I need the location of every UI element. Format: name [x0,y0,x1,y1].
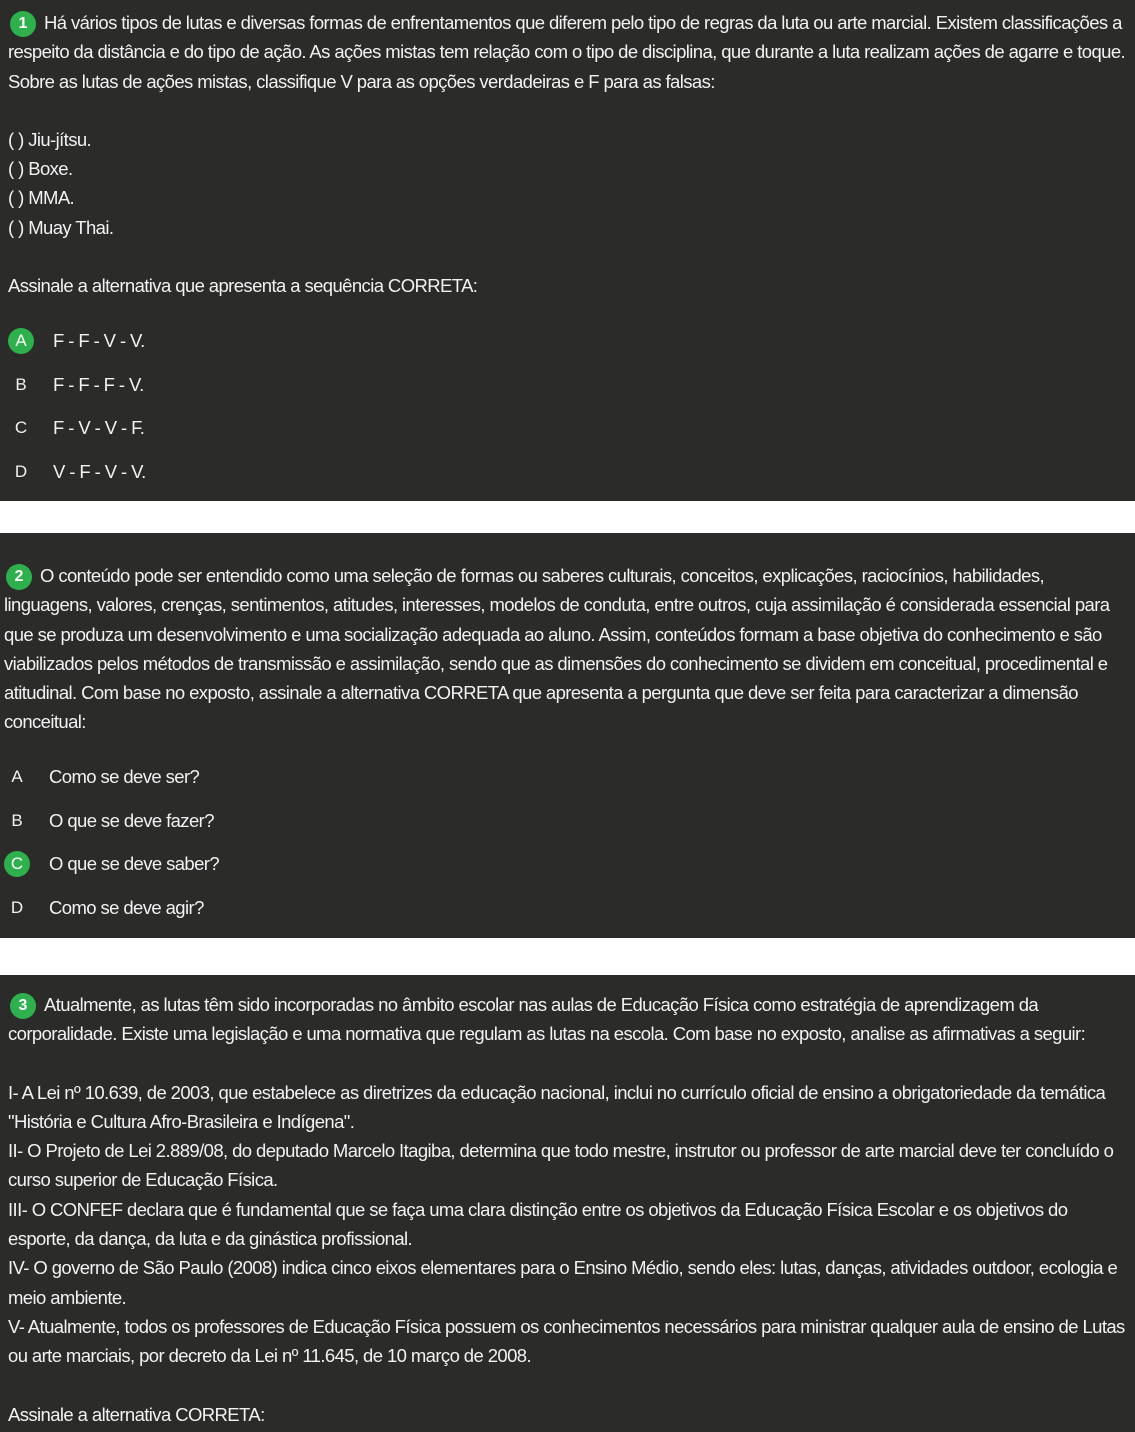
option-text: Como se deve ser? [49,766,200,787]
option-text: F - V - V - F. [53,417,145,438]
option-letter: D [10,898,24,917]
option-text: F - F - V - V. [53,330,145,351]
question-prompt: Assinale a alternativa CORRETA: [8,1403,265,1425]
true-false-item: ( ) Boxe. [8,158,73,180]
question-body [8,8,1127,300]
option-text: F - F - F - V. [53,374,144,395]
option-letter: A [11,767,23,786]
option-letter-badge: C [4,851,30,877]
statement-item: IV- O governo de São Paulo (2008) indica cinco eixos elementares para o Ensino Médio, sendo eles: lutas, danças, atividades outdoor, ecologia e meio ambiente. [8,1257,1118,1308]
question-body [4,561,1127,737]
statement-item: II- O Projeto de Lei 2.889/08, do deputado Marcelo Itagiba, determina que todo mestre, instrutor ou professor de arte marcial deve ter concluído o curso superior de Educação Física. [8,1140,1114,1191]
question-body [8,990,1127,1429]
question-prompt: Assinale a alternativa que apresenta a sequência CORRETA: [8,275,478,297]
statement-item: V- Atualmente, todos os professores de Educação Física possuem os conhecimentos necessários para ministrar qualquer aula de ensino de Lutas ou arte marciais, por decreto da Lei nº 11.645, de 10 março de 2008. [8,1315,1125,1367]
question-number-badge: 1 [10,11,36,37]
question-card-3 [0,975,1135,1432]
question-statement: O conteúdo pode ser entendido como uma seleção de formas ou saberes culturais, conceitos, explicações, raciocínios, habilidades, linguagens, valores, crenças, sentimentos, atitudes, interesses, modelos de conduta, entre outros, cuja assimilação é considerada essencial para que se produza um desenvolvimento e uma socialização adequada ao aluno. Assim, conteúdos formam a base objetiva do conhecimento e são viabilizados pelos métodos de transmissão e assimilação, sendo que as dimensões do conhecimento se dividem em conceitual, procedimental e atitudinal. Com base no exposto, assinale a alternativa CORRETA que apresenta a pergunta que deve ser feita para caracterizar a dimensão conceitual: [4,565,1110,733]
true-false-item: ( ) Jiu-jítsu. [8,128,92,150]
question-statement: Atualmente, as lutas têm sido incorporadas no âmbito escolar nas aulas de Educação Física como estratégia de aprendizagem da corporalidade. Existe uma legislação e uma normativa que regulam as lutas na escola. Com base no exposto, analise as afirmativas a seguir: [8,994,1086,1045]
statement-item: I- A Lei nº 10.639, de 2003, que estabelece as diretrizes da educação nacional, inclui no currículo oficial de ensino a obrigatoriedade da temática "História e Cultura Afro-Brasileira e Indígena". [8,1081,1106,1132]
option-letter-badge: A [8,328,34,354]
statement-item: III- O CONFEF declara que é fundamental que se faça uma clara distinção entre os objetivos da Educação Física Escolar e os objetivos do esporte, da dança, da luta e da ginástica profissional. [8,1198,1068,1250]
question-number-badge: 3 [10,993,36,1019]
question-statement: Há vários tipos de lutas e diversas formas de enfrentamentos que diferem pelo tipo de regras da luta ou arte marcial. Existem classificações a respeito da distância e do tipo de ação. As ações mistas tem relação com o tipo de disciplina, que durante a luta realizam ações de agarre e toque. Sobre as lutas de ações mistas, classifique V para as opções verdadeiras e F para as falsas: [8,12,1126,92]
true-false-item: ( ) Muay Thai. [8,216,114,238]
true-false-item: ( ) MMA. [8,187,75,209]
question-card-1 [0,0,1135,501]
question-card-2 [0,533,1135,938]
option-text: O que se deve saber? [49,853,220,874]
option-letter: B [11,811,23,830]
option-text: Como se deve agir? [49,897,204,918]
question-number-badge: 2 [6,564,32,590]
option-text: V - F - V - V. [53,461,146,482]
option-letter: C [14,418,28,437]
option-letter: B [15,375,27,394]
option-letter: D [14,462,28,481]
option-text: O que se deve fazer? [49,810,214,831]
